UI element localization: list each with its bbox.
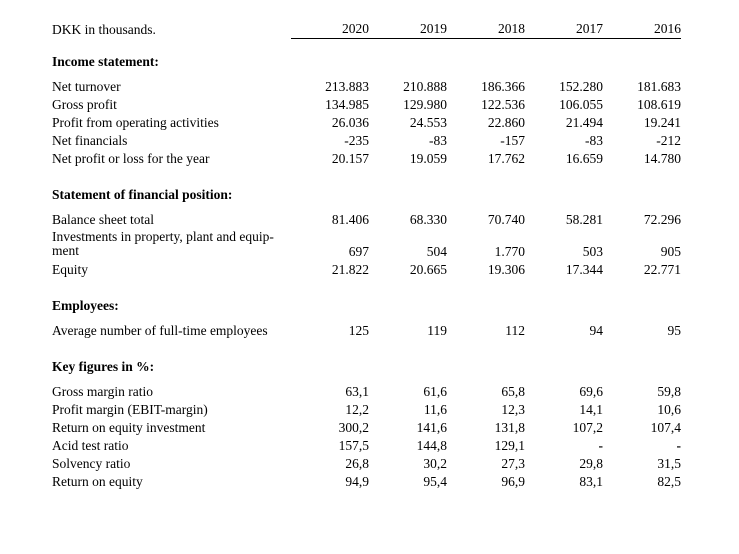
row-value: -235	[344, 133, 369, 148]
row-value: 22.771	[643, 262, 681, 277]
row-value: 125	[348, 323, 369, 338]
row-label: Gross profit	[52, 97, 117, 112]
row-value: 300,2	[338, 420, 369, 435]
row-value: 30,2	[423, 456, 447, 471]
financial-highlights-table	[52, 22, 681, 489]
row-value: 11,6	[423, 402, 447, 417]
row-label: Acid test ratio	[52, 438, 129, 453]
row-value: 58.281	[565, 212, 603, 227]
table-row	[52, 381, 681, 399]
row-value: 10,6	[657, 402, 681, 417]
header-unit-label: DKK in thousands.	[52, 21, 156, 37]
spacer	[52, 38, 681, 51]
row-label: Net profit or loss for the year	[52, 151, 210, 166]
row-value: 504	[426, 244, 447, 259]
row-value: 24.553	[409, 115, 447, 130]
table-row	[52, 453, 681, 471]
header-year-2016: 2016	[603, 22, 681, 38]
section-title: Key figures in %:	[52, 359, 155, 374]
row-value: 95	[667, 323, 681, 338]
row-value: 106.055	[559, 97, 603, 112]
row-value: 107,4	[650, 420, 681, 435]
row-value: 31,5	[657, 456, 681, 471]
row-value: -157	[500, 133, 525, 148]
row-value: 95,4	[423, 474, 447, 489]
row-value: 186.366	[481, 79, 525, 94]
table-header-row	[52, 22, 681, 38]
section-title: Employees:	[52, 298, 119, 313]
row-value: -212	[656, 133, 681, 148]
row-value: -	[598, 438, 603, 453]
row-value: 94,9	[345, 474, 369, 489]
row-value: 81.406	[331, 212, 369, 227]
row-value: 26,8	[345, 456, 369, 471]
row-label: Net turnover	[52, 79, 121, 94]
row-value: 21.822	[331, 262, 369, 277]
section-header-employees	[52, 295, 681, 313]
row-value: 122.536	[481, 97, 525, 112]
row-value: 905	[660, 244, 681, 259]
row-value: 69,6	[579, 384, 603, 399]
row-value: 19.306	[487, 262, 525, 277]
row-value: 29,8	[579, 456, 603, 471]
row-value: 697	[348, 244, 369, 259]
row-value: 12,3	[501, 402, 525, 417]
header-year-2020: 2020	[291, 22, 369, 38]
table-row	[52, 209, 681, 227]
row-value: 181.683	[637, 79, 681, 94]
row-value: 213.883	[325, 79, 369, 94]
table-row	[52, 417, 681, 435]
row-label: Solvency ratio	[52, 456, 131, 471]
row-value: 144,8	[416, 438, 447, 453]
row-value: 17.344	[565, 262, 603, 277]
row-value: 19.241	[643, 115, 681, 130]
row-value: 19.059	[409, 151, 447, 166]
row-value: 157,5	[338, 438, 369, 453]
row-value: 108.619	[637, 97, 681, 112]
section-title: Statement of financial position:	[52, 187, 233, 202]
table-row	[52, 76, 681, 94]
row-value: 14,1	[579, 402, 603, 417]
spacer	[52, 374, 681, 381]
row-label: Return on equity	[52, 474, 143, 489]
row-value: 21.494	[565, 115, 603, 130]
section-header-financial-position	[52, 184, 681, 202]
section-header-income-statement	[52, 51, 681, 69]
row-label: Net financials	[52, 133, 128, 148]
row-label: Balance sheet total	[52, 212, 154, 227]
row-value: 107,2	[572, 420, 603, 435]
row-value: 68.330	[409, 212, 447, 227]
table-row	[52, 148, 681, 166]
row-value: 72.296	[643, 212, 681, 227]
row-value: -83	[585, 133, 603, 148]
row-value: 83,1	[579, 474, 603, 489]
row-label: Average number of full-time employees	[52, 323, 268, 338]
row-value: 59,8	[657, 384, 681, 399]
spacer	[52, 338, 681, 356]
row-value: 70.740	[487, 212, 525, 227]
row-value: 63,1	[345, 384, 369, 399]
row-value: 131,8	[494, 420, 525, 435]
row-value: 129.980	[403, 97, 447, 112]
row-value: 94	[589, 323, 603, 338]
spacer	[52, 277, 681, 295]
row-value: 27,3	[501, 456, 525, 471]
row-value: -	[676, 438, 681, 453]
row-value: 14.780	[643, 151, 681, 166]
row-value: -83	[429, 133, 447, 148]
row-value: 129,1	[494, 438, 525, 453]
section-header-key-figures	[52, 356, 681, 374]
row-value: 61,6	[423, 384, 447, 399]
row-label: Equity	[52, 262, 88, 277]
row-value: 20.157	[331, 151, 369, 166]
row-label: Investments in property, plant and equip-ment	[52, 229, 274, 259]
row-value: 134.985	[325, 97, 369, 112]
spacer	[52, 202, 681, 209]
header-year-2017: 2017	[525, 22, 603, 38]
table-row	[52, 130, 681, 148]
table-row	[52, 112, 681, 130]
row-value: 119	[427, 323, 447, 338]
spacer	[52, 313, 681, 320]
row-label: Return on equity investment	[52, 420, 206, 435]
row-value: 210.888	[403, 79, 447, 94]
row-value: 16.659	[565, 151, 603, 166]
row-value: 1.770	[494, 244, 525, 259]
table-row	[52, 435, 681, 453]
table-row	[52, 471, 681, 489]
table-row	[52, 399, 681, 417]
row-value: 82,5	[657, 474, 681, 489]
row-value: 112	[505, 323, 525, 338]
spacer	[52, 69, 681, 76]
header-year-2019: 2019	[369, 22, 447, 38]
row-value: 20.665	[409, 262, 447, 277]
section-title: Income statement:	[52, 54, 159, 69]
table-row	[52, 227, 681, 259]
row-value: 22.860	[487, 115, 525, 130]
row-value: 141,6	[416, 420, 447, 435]
row-value: 26.036	[331, 115, 369, 130]
table-row	[52, 320, 681, 338]
header-year-2018: 2018	[447, 22, 525, 38]
row-value: 152.280	[559, 79, 603, 94]
row-label: Profit margin (EBIT-margin)	[52, 402, 208, 417]
row-value: 96,9	[501, 474, 525, 489]
row-value: 65,8	[501, 384, 525, 399]
table-row	[52, 94, 681, 112]
table-row	[52, 259, 681, 277]
row-label: Gross margin ratio	[52, 384, 153, 399]
row-value: 12,2	[345, 402, 369, 417]
spacer	[52, 166, 681, 184]
row-value: 17.762	[487, 151, 525, 166]
row-value: 503	[582, 244, 603, 259]
row-label: Profit from operating activities	[52, 115, 219, 130]
